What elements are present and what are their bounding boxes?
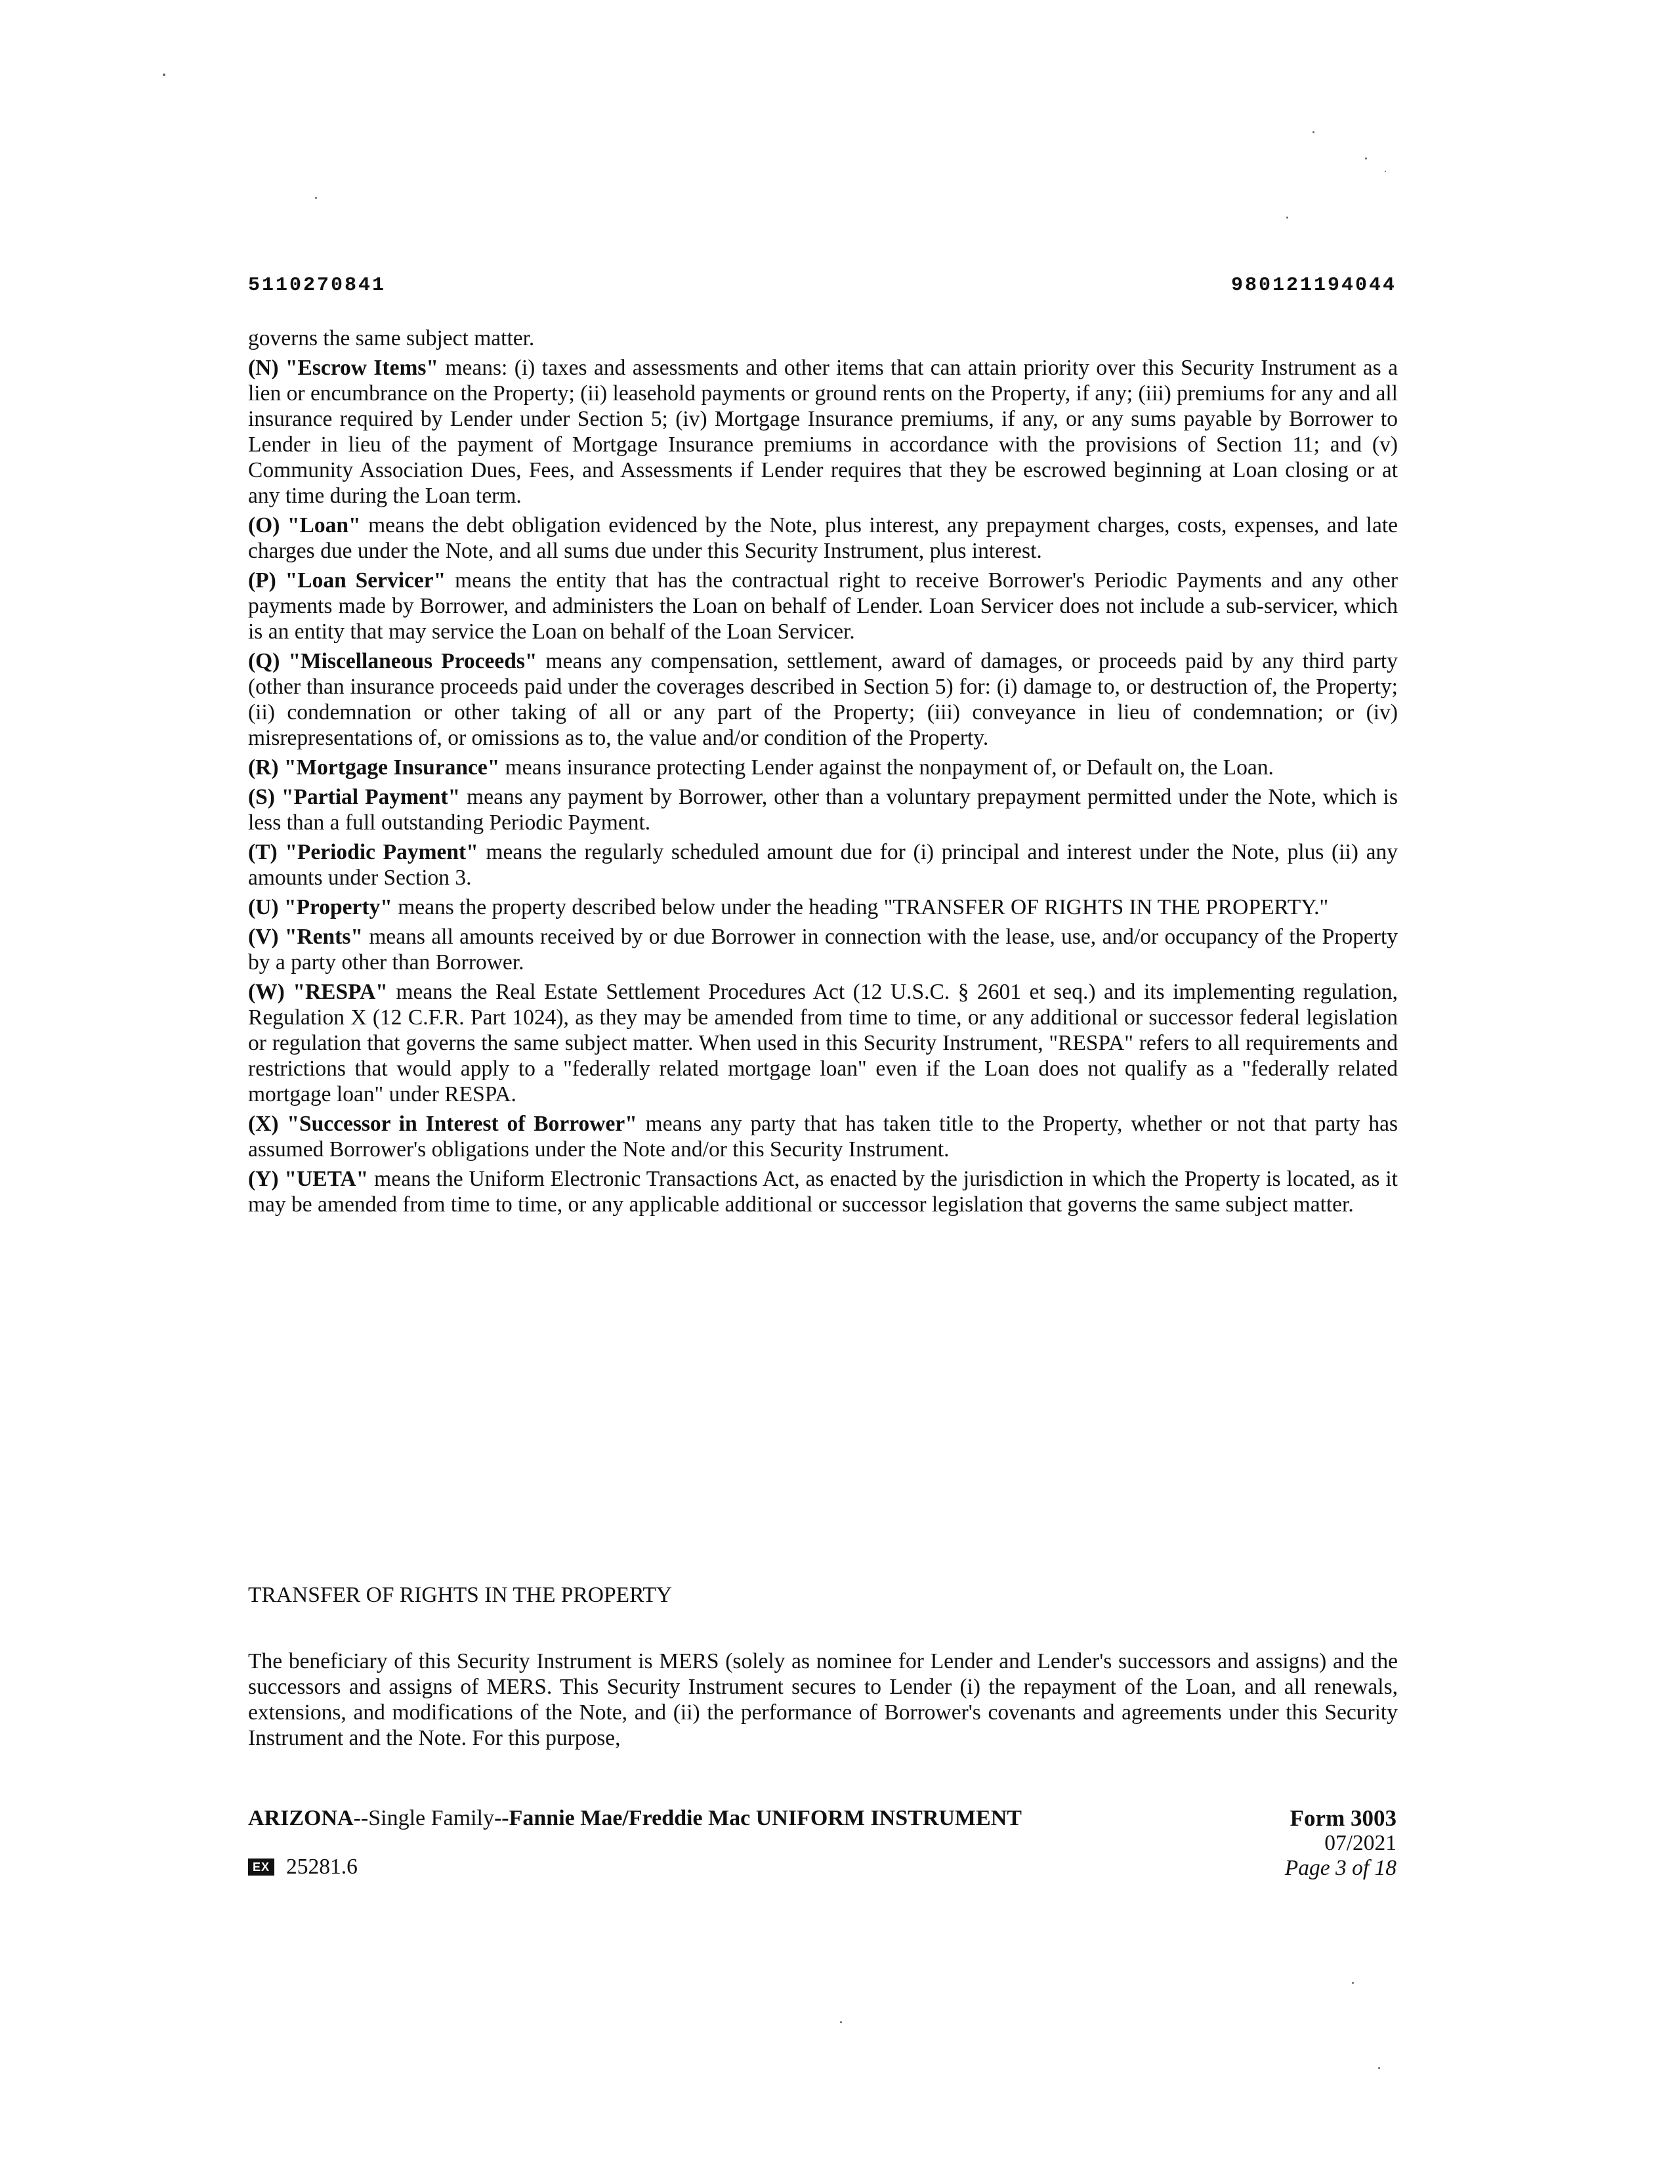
- definition-text: means the Uniform Electronic Transactions Act, as enacted by the jurisdiction in which the Property is located, as it may be amended from time to time, or any applicable additional or successor legislation that governs the same subject matter.: [248, 1167, 1398, 1217]
- scan-speck: [1286, 217, 1288, 219]
- definition-text: means all amounts received by or due Borrower in connection with the lease, use, and/or occupancy of the Property by a party other than Borrower.: [248, 925, 1398, 975]
- definition-item: [248, 513, 1398, 564]
- definition-item: [248, 839, 1398, 891]
- form-date: 07/2021: [1324, 1831, 1396, 1855]
- scan-speck: [1365, 158, 1367, 159]
- definition-term: (X) "Successor in Interest of Borrower": [248, 1112, 637, 1136]
- definition-term: (W) "RESPA": [248, 980, 388, 1004]
- form-info: [1285, 1806, 1396, 1881]
- scan-speck: [840, 2021, 842, 2023]
- definition-text: means the property described below under the heading "TRANSFER OF RIGHTS IN THE PROPERTY.": [392, 895, 1329, 919]
- definition-item: [248, 979, 1398, 1107]
- definition-term: (V) "Rents": [248, 925, 363, 949]
- scan-speck: [315, 197, 317, 199]
- definition-item: [248, 784, 1398, 835]
- scan-speck: [163, 74, 165, 76]
- definition-text: means the entity that has the contractual right to receive Borrower's Periodic Payments and any other payments made by Borrower, and administers the Loan on behalf of Lender. Loan Servicer does not include a sub-servicer, which is an entity that may service the Loan on behalf of the Loan Servicer.: [248, 568, 1398, 644]
- definition-item: [248, 755, 1398, 780]
- definition-text: means any party that has taken title to the Property, whether or not that party has assumed Borrower's obligations under the Note and/or this Security Instrument.: [248, 1112, 1398, 1162]
- definition-item: [248, 1111, 1398, 1162]
- definition-term: (S) "Partial Payment": [248, 785, 461, 809]
- ellie-mae-logo-icon: EX: [248, 1858, 274, 1876]
- definition-item: [248, 1166, 1398, 1217]
- definition-text: means any compensation, settlement, award of damages, or proceeds paid by any third party (other than insurance proceeds paid under the coverages described in Section 5) for: (i) damage to, or destruction of, the Property; (ii) condemnation or other taking of all or any part of the Property; (iii) conveyance in lieu of condemnation; or (iv) misrepresentations of, or omissions as to, the value and/or condition of the Property.: [248, 649, 1398, 750]
- scan-speck: [1312, 131, 1314, 133]
- definition-item: [248, 924, 1398, 975]
- definition-term: (U) "Property": [248, 895, 392, 919]
- definition-item: [248, 568, 1398, 644]
- page-number: Page 3 of 18: [1284, 1856, 1396, 1880]
- definition-text: means the regularly scheduled amount due for (i) principal and interest under the Note, plus (ii) any amounts under Section 3.: [248, 840, 1398, 890]
- definition-text: means insurance protecting Lender against the nonpayment of, or Default on, the Loan.: [499, 755, 1274, 780]
- definition-term: (Q) "Miscellaneous Proceeds": [248, 649, 537, 673]
- min-number: 980121194044: [1230, 274, 1396, 297]
- definition-term: (Y) "UETA": [248, 1167, 369, 1191]
- doc-code: [248, 1855, 358, 1880]
- definition-text: means: (i) taxes and assessments and other items that can attain priority over this Security Instrument as a lien or encumbrance on the Property; (ii) leasehold payments or ground rents on the Property, if any; (iii) premiums for any and all insurance required by Lender under Section 5; (iv) Mortgage Insurance premiums, if any, or any sums payable by Borrower to Lender in lieu of the payment of Mortgage Insurance premiums in accordance with the provisions of Section 11; and (v) Community Association Dues, Fees, and Assessments if Lender requires that they be escrowed beginning at Loan closing or at any time during the Loan term.: [248, 356, 1398, 508]
- definition-term: (O) "Loan": [248, 513, 361, 537]
- definition-text: means the debt obligation evidenced by the Note, plus interest, any prepayment charges, costs, expenses, and late charges due under the Note, and all sums due under this Security Instrument, plus interest.: [248, 513, 1398, 563]
- scan-speck: [1352, 1982, 1354, 1984]
- definition-term: (T) "Periodic Payment": [248, 840, 478, 864]
- definition-term: (N) "Escrow Items": [248, 356, 438, 380]
- scan-speck: [1378, 2067, 1380, 2069]
- form-number: Form 3003: [1290, 1805, 1396, 1831]
- definition-item: [248, 894, 1398, 920]
- definition-term: (P) "Loan Servicer": [248, 568, 446, 593]
- definition-text: means any payment by Borrower, other than a voluntary prepayment permitted under the Note, which is less than a full outstanding Periodic Payment.: [248, 785, 1398, 835]
- definition-item: [248, 355, 1398, 509]
- definition-text: means the Real Estate Settlement Procedures Act (12 U.S.C. § 2601 et seq.) and its implementing regulation, Regulation X (12 C.F.R. Part 1024), as they may be amended from time to time, or any additional or successor federal legislation or regulation that governs the same subject matter. When used in this Security Instrument, "RESPA" refers to all requirements and restrictions that would apply to a "federally related mortgage loan" even if the Loan does not qualify as a "federally related mortgage loan" under RESPA.: [248, 980, 1398, 1106]
- doc-code-number: 25281.6: [286, 1855, 358, 1879]
- definition-term: (R) "Mortgage Insurance": [248, 755, 500, 780]
- loan-number: 5110270841: [248, 274, 387, 297]
- intro-line: governs the same subject matter.: [248, 326, 535, 350]
- definitions-section: [248, 326, 1398, 1221]
- scan-speck: [1385, 171, 1386, 172]
- transfer-heading: TRANSFER OF RIGHTS IN THE PROPERTY: [248, 1583, 673, 1607]
- definition-item: [248, 648, 1398, 751]
- form-title: ARIZONA--Single Family--Fannie Mae/Freddie Mac UNIFORM INSTRUMENT: [248, 1806, 1022, 1830]
- transfer-paragraph: The beneficiary of this Security Instrument is MERS (solely as nominee for Lender and Lender's successors and assigns) and the successors and assigns of MERS. This Security Instrument secures to Lender (i) the repayment of the Loan, and all renewals, extensions, and modifications of the Note, and (ii) the performance of Borrower's covenants and agreements under this Security Instrument and the Note. For this purpose,: [248, 1649, 1398, 1750]
